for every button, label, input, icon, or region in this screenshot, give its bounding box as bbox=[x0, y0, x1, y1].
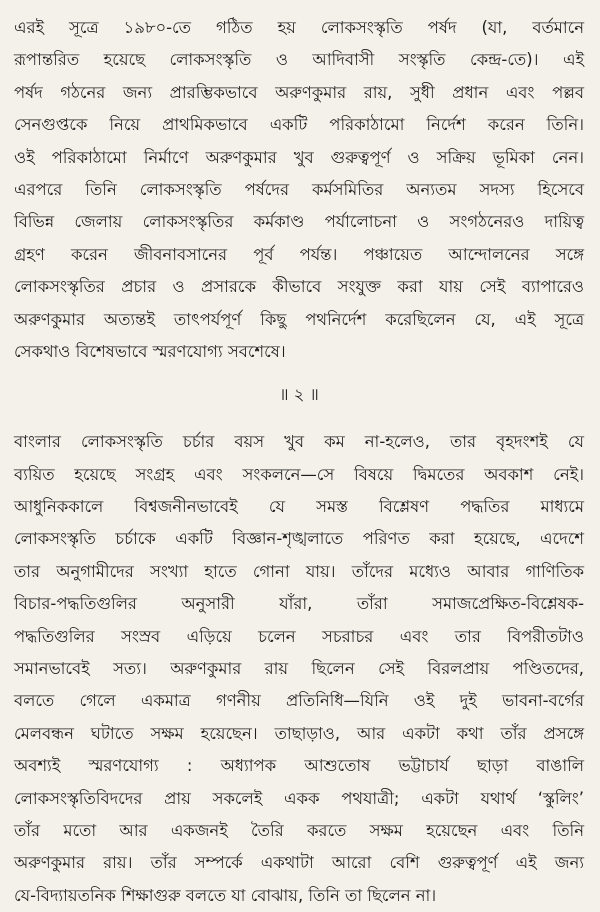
text-line: পদ্ধতিগুলির সংস্রব এড়িয়ে চলেন সচরাচর এবং তার বিপরীতটাও bbox=[14, 626, 584, 646]
text-line: মেলবন্ধন ঘটাতে সক্ষম হয়েছেন। তাছাড়াও, আর একটা কথা তাঁর প্রসঙ্গে bbox=[14, 723, 584, 743]
paragraph-1 bbox=[14, 12, 584, 368]
text-line: যে-বিদ্যায়তনিক শিক্ষাগুরু বলতে যা বোঝায়, তিনি তা ছিলেন না। bbox=[14, 885, 437, 905]
text-line: তার অনুগামীদের সংখ্যা হাতে গোনা যায়। তাঁদের মধ্যেও আবার গাণিতিক bbox=[14, 561, 584, 581]
text-line: অরুণকুমার রায়। তাঁর সম্পর্কে একথাটা আরো বেশি গুরুত্বপূর্ণ এই জন্য bbox=[14, 853, 584, 873]
text-line: সেনগুপ্তকে নিয়ে প্রাথমিকভাবে একটি পরিকাঠামো নির্দেশ করেন তিনি। bbox=[14, 115, 584, 135]
text-line: এরপরে তিনি লোকসংস্কৃতি পর্ষদের কর্মসমিতির অন্যতম সদস্য হিসেবে bbox=[14, 179, 584, 199]
text-line: রূপান্তরিত হয়েছে লোকসংস্কৃতি ও আদিবাসী সংস্কৃতি কেন্দ্র-তে)। এই bbox=[14, 50, 584, 70]
text-line: বলতে গেলে একমাত্র গণনীয় প্রতিনিধি—যিনি ওই দুই ভাবনা-বর্গের bbox=[14, 691, 584, 711]
paragraph-2 bbox=[14, 426, 584, 912]
text-line: গ্রহণ করেন জীবনাবসানের পূর্ব পর্যন্ত। পঞ্চায়েত আন্দোলনের সঙ্গে bbox=[14, 244, 584, 264]
text-line: তাঁর মতো আর একজনই তৈরি করতে সক্ষম হয়েছেন এবং তিনি bbox=[14, 820, 584, 840]
section-number: ॥ ২ ॥ bbox=[279, 385, 319, 405]
text-line: অবশ্যই স্মরণযোগ্য : অধ্যাপক আশুতোষ ভট্টাচার্য ছাড়া বাঙালি bbox=[14, 756, 584, 776]
text-line: বাংলার লোকসংস্কৃতি চর্চার বয়স খুব কম না-হলেও, তার বৃহদংশই যে bbox=[14, 432, 584, 452]
text-line: বিভিন্ন জেলায় লোকসংস্কৃতির কর্মকাণ্ড পর্যালোচনা ও সংগঠনেরও দায়িত্ব bbox=[14, 212, 584, 232]
text-line: আধুনিককালে বিশ্বজনীনভাবেই যে সমস্ত বিশ্লেষণ পদ্ধতির মাধ্যমে bbox=[14, 497, 584, 517]
text-line: পর্ষদ গঠনের জন্য প্রারম্ভিকভাবে অরুণকুমার রায়, সুধী প্রধান এবং পল্লব bbox=[14, 82, 584, 102]
text-line: লোকসংস্কৃতির প্রচার ও প্রসারকে কীভাবে সংযুক্ত করা যায় সেই ব্যাপারেও bbox=[14, 277, 584, 297]
text-line: ব্যয়িত হয়েছে সংগ্রহ এবং সংকলনে—সে বিষয়ে দ্বিমতের অবকাশ নেই। bbox=[14, 464, 584, 484]
text-line: এরই সূত্রে ১৯৮০-তে গঠিত হয় লোকসংস্কৃতি পর্ষদ (যা, বর্তমানে bbox=[14, 18, 584, 37]
text-line: সেকথাও বিশেষভাবে স্মরণযোগ্য সবশেষে। bbox=[14, 341, 286, 361]
text-line: অরুণকুমার অত্যন্তই তাৎপর্যপূর্ণ কিছু পথনির্দেশ করেছিলেন যে, এই সূত্রে bbox=[14, 309, 584, 329]
text-line: বিচার-পদ্ধতিগুলির অনুসারী যাঁরা, তাঁরা সমাজপ্রেক্ষিত-বিশ্লেষক- bbox=[14, 594, 584, 614]
text-line: লোকসংস্কৃতি চর্চাকে একটি বিজ্ঞান-শৃঙ্খলাতে পরিণত করা হয়েছে, এদেশে bbox=[14, 529, 584, 549]
text-line: লোকসংস্কৃতিবিদদের প্রায় সকলেই একক পথযাত্রী; একটা যথার্থ ‘স্কুলিং’ bbox=[14, 788, 584, 808]
text-line: সমানভাবেই সত্য। অরুণকুমার রায় ছিলেন সেই বিরলপ্রায় পণ্ডিতদের, bbox=[14, 659, 584, 679]
text-line: ওই পরিকাঠামো নির্মাণে অরুণকুমার খুব গুরুত্বপূর্ণ ও সক্রিয় ভূমিকা নেন। bbox=[14, 147, 584, 167]
